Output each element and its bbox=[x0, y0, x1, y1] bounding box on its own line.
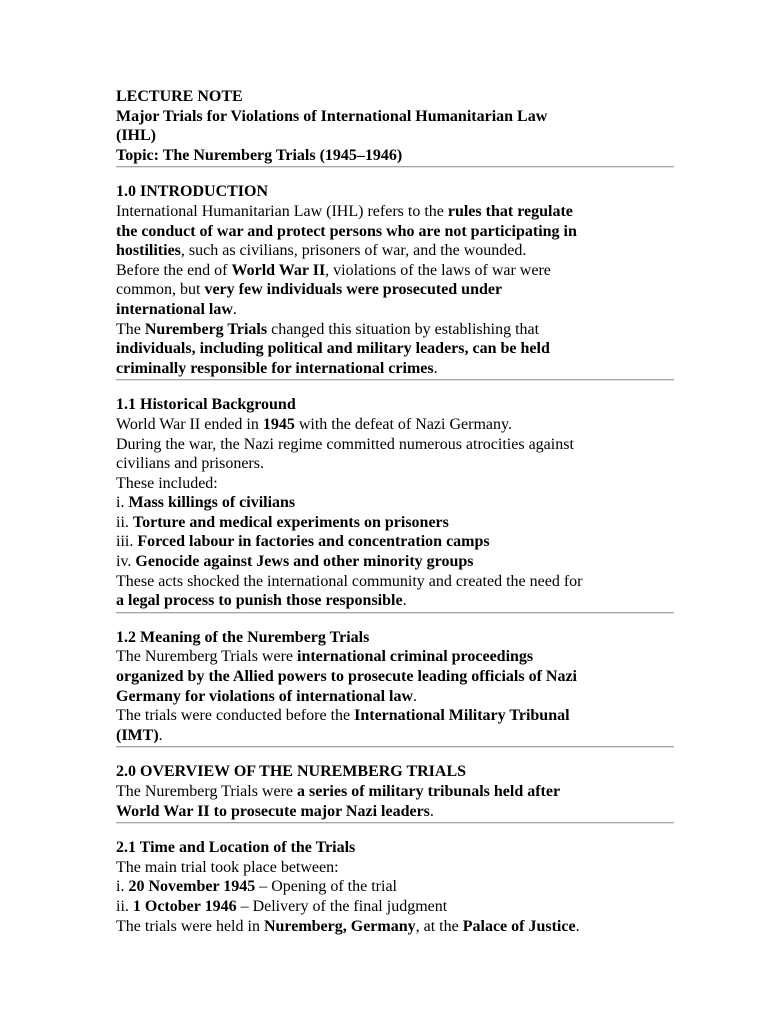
paragraph-line: a legal process to punish those responsible. bbox=[116, 592, 407, 610]
section-heading: 1.2 Meaning of the Nuremberg Trials bbox=[116, 628, 370, 646]
paragraph-line: criminally responsible for international crimes. bbox=[116, 359, 438, 377]
section-heading: 2.1 Time and Location of the Trials bbox=[116, 839, 356, 857]
list-item: i. 20 November 1945 – Opening of the trial bbox=[116, 878, 397, 896]
paragraph-line: civilians and prisoners. bbox=[116, 455, 264, 473]
paragraph-line: Germany for violations of international law. bbox=[116, 687, 418, 705]
section-heading: 1.0 INTRODUCTION bbox=[116, 183, 269, 201]
divider bbox=[116, 746, 674, 748]
list-item: iv. Genocide against Jews and other minority groups bbox=[116, 553, 474, 571]
section-heading: 1.1 Historical Background bbox=[116, 396, 296, 414]
document-page bbox=[116, 87, 674, 936]
list-item: i. Mass killings of civilians bbox=[116, 494, 296, 512]
paragraph-line: The Nuremberg Trials changed this situation by establishing that bbox=[116, 320, 540, 338]
paragraph-line: Before the end of World War II, violations of the laws of war were bbox=[116, 261, 551, 279]
section-meaning bbox=[116, 628, 674, 746]
paragraph-line: the conduct of war and protect persons who are not participating in bbox=[116, 222, 577, 240]
paragraph-line: individuals, including political and military leaders, can be held bbox=[116, 340, 550, 358]
paragraph-line: international law. bbox=[116, 300, 237, 318]
topic-line: Topic: The Nuremberg Trials (1945–1946) bbox=[116, 146, 403, 164]
paragraph-line: The trials were held in Nuremberg, Germany, at the Palace of Justice. bbox=[116, 917, 580, 935]
divider bbox=[116, 612, 674, 614]
divider bbox=[116, 822, 674, 824]
lecture-label: LECTURE NOTE bbox=[116, 88, 243, 105]
paragraph-line: The trials were conducted before the International Military Tribunal bbox=[116, 707, 570, 725]
paragraph-line: World War II ended in 1945 with the defeat of Nazi Germany. bbox=[116, 415, 512, 433]
paragraph-line: These included: bbox=[116, 474, 218, 492]
section-heading: 2.0 OVERVIEW OF THE NUREMBERG TRIALS bbox=[116, 763, 467, 781]
divider bbox=[116, 379, 674, 381]
list-item: ii. Torture and medical experiments on prisoners bbox=[116, 513, 449, 531]
section-time-location bbox=[116, 838, 674, 936]
paragraph-line: (IMT). bbox=[116, 726, 163, 744]
section-overview bbox=[116, 762, 674, 821]
paragraph-line: These acts shocked the international community and created the need for bbox=[116, 572, 583, 590]
paragraph-line: common, but very few individuals were prosecuted under bbox=[116, 281, 503, 299]
paragraph-line: During the war, the Nazi regime committed numerous atrocities against bbox=[116, 435, 574, 453]
paragraph-line: organized by the Allied powers to prosecute leading officials of Nazi bbox=[116, 668, 577, 686]
document-header bbox=[116, 87, 674, 165]
list-item: iii. Forced labour in factories and concentration camps bbox=[116, 533, 490, 551]
paragraph-line: hostilities, such as civilians, prisoners of war, and the wounded. bbox=[116, 242, 527, 260]
list-item: ii. 1 October 1946 – Delivery of the final judgment bbox=[116, 897, 448, 915]
document-title-line-1: Major Trials for Violations of International Humanitarian Law bbox=[116, 107, 548, 125]
paragraph-line: The Nuremberg Trials were international criminal proceedings bbox=[116, 648, 534, 666]
divider bbox=[116, 166, 674, 168]
paragraph-line: The Nuremberg Trials were a series of military tribunals held after bbox=[116, 783, 561, 800]
section-historical-background bbox=[116, 395, 674, 611]
paragraph-line: World War II to prosecute major Nazi leaders. bbox=[116, 802, 434, 820]
paragraph-line: The main trial took place between: bbox=[116, 858, 339, 876]
paragraph-line: International Humanitarian Law (IHL) refers to the rules that regulate bbox=[116, 202, 573, 220]
section-introduction bbox=[116, 182, 674, 378]
document-title-line-2: (IHL) bbox=[116, 127, 156, 145]
